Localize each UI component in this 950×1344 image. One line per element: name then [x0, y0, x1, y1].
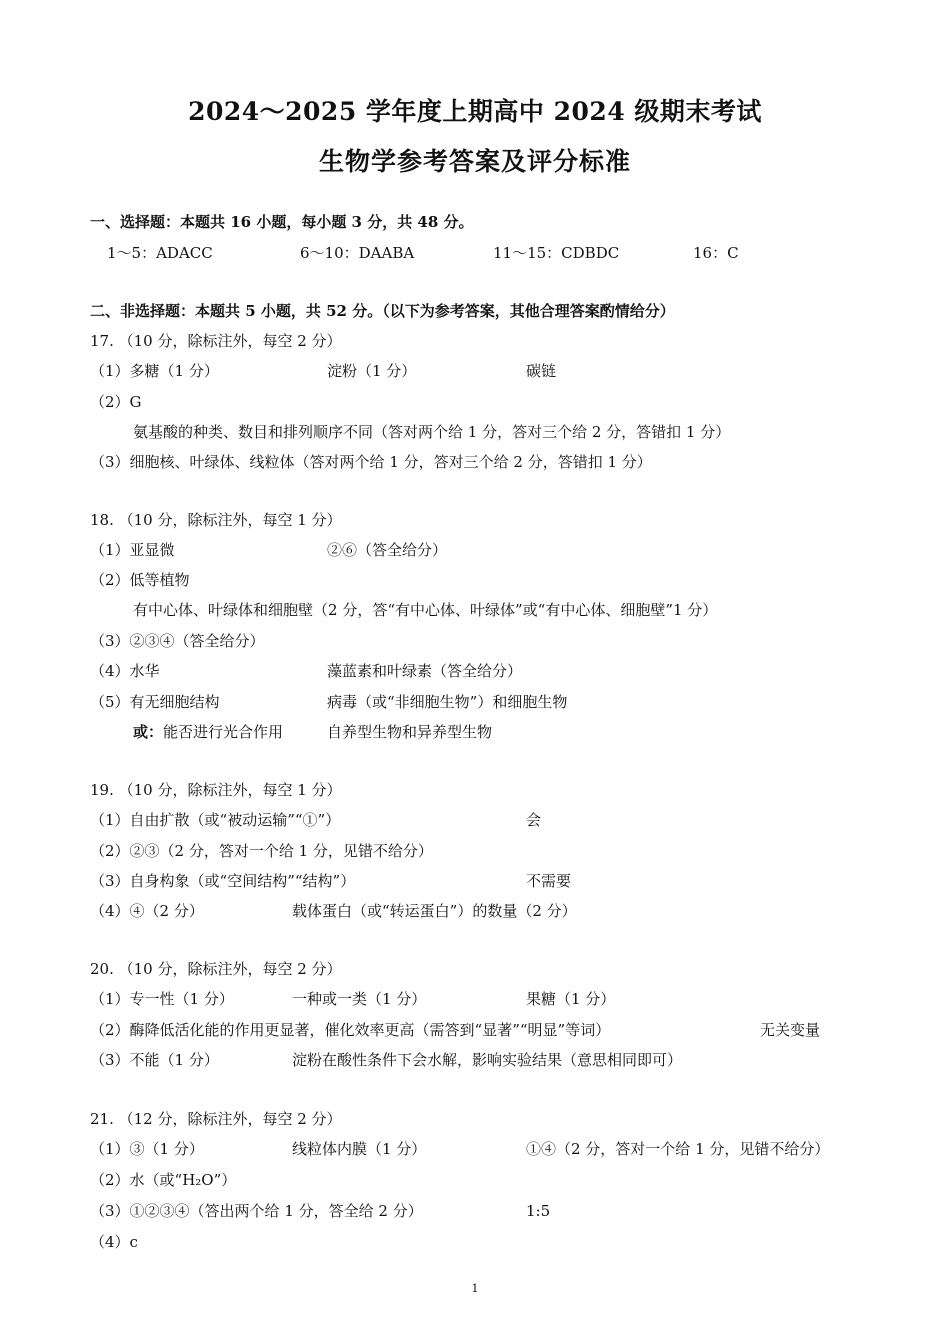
q18-answer: （4）水华 [90, 662, 160, 680]
q18-answer: （1）亚显微 [90, 541, 175, 559]
q18-answer: 藻蓝素和叶绿素（答全给分） [327, 662, 523, 680]
q17-heading: 17. （10 分，除标注外，每空 2 分） [90, 332, 342, 350]
q19-answer: （3）自身构象（或“空间结构”“结构”） [90, 872, 356, 890]
q17-answer: （3）细胞核、叶绿体、线粒体（答对两个给 1 分，答对三个给 2 分，答错扣 1 分） [90, 453, 652, 471]
q20-answer: 淀粉在酸性条件下会水解，影响实验结果（意思相同即可） [292, 1051, 683, 1069]
q19-heading: 19. （10 分，除标注外，每空 1 分） [90, 781, 342, 799]
section1-header: 一、选择题：本题共 16 小题，每小题 3 分，共 48 分。 [90, 213, 474, 231]
q21-heading: 21. （12 分，除标注外，每空 2 分） [90, 1110, 342, 1128]
q19-answer: （2）②③（2 分，答对一个给 1 分，见错不给分） [90, 842, 433, 860]
q17-answer: 氨基酸的种类、数目和排列顺序不同（答对两个给 1 分，答对三个给 2 分，答错扣 1 分） [133, 423, 731, 441]
q19-answer: 载体蛋白（或“转运蛋白”）的数量（2 分） [292, 902, 577, 920]
q18-answer: 病毒（或“非细胞生物”）和细胞生物 [327, 693, 568, 711]
q18-answer: （3）②③④（答全给分） [90, 632, 265, 650]
q21-answer: ①④（2 分，答对一个给 1 分，见错不给分） [526, 1140, 830, 1158]
q18-answer: （2）低等植物 [90, 571, 190, 589]
q20-answer: （3）不能（1 分） [90, 1051, 219, 1069]
q17-answer: （1）多糖（1 分） [90, 362, 219, 380]
q20-heading: 20. （10 分，除标注外，每空 2 分） [90, 960, 342, 978]
q21-answer: （3）①②③④（答出两个给 1 分，答全给 2 分） [90, 1202, 423, 1220]
q21-answer: 1:5 [526, 1202, 551, 1220]
q19-answer: 不需要 [526, 872, 572, 890]
section2-header: 二、非选择题：本题共 5 小题，共 52 分。（以下为参考答案，其他合理答案酌情给分） [90, 302, 675, 320]
alt-answer: 能否进行光合作用 [163, 723, 284, 741]
q20-answer: 一种或一类（1 分） [292, 990, 427, 1008]
answer-group: 11～15：CDBDC [493, 244, 620, 262]
page-subtitle: 生物学参考答案及评分标准 [318, 147, 631, 176]
q20-answer: 无关变量 [760, 1021, 821, 1039]
answer-group: 16：C [693, 244, 739, 262]
q21-answer: 线粒体内膜（1 分） [292, 1140, 427, 1158]
q19-answer: （4）④（2 分） [90, 902, 204, 920]
q17-answer: 碳链 [526, 362, 557, 380]
q18-heading: 18. （10 分，除标注外，每空 1 分） [90, 511, 342, 529]
q19-answer: （1）自由扩散（或“被动运输”“①”） [90, 811, 341, 829]
alt-label: 或： [133, 723, 164, 741]
q18-answer: 有中心体、叶绿体和细胞壁（2 分，答“有中心体、叶绿体”或“有中心体、细胞壁”1 分） [133, 601, 718, 619]
page-title: 2024～2025 学年度上期高中 2024 级期末考试 [188, 97, 762, 126]
q20-answer: （1）专一性（1 分） [90, 990, 234, 1008]
q20-answer: （2）酶降低活化能的作用更显著，催化效率更高（需答到“显著”“明显”等词） [90, 1021, 611, 1039]
q17-answer: （2）G [90, 393, 142, 411]
q18-answer: 自养型生物和异养型生物 [327, 723, 493, 741]
q19-answer: 会 [526, 811, 542, 829]
q17-answer: 淀粉（1 分） [327, 362, 417, 380]
answer-group: 6～10：DAABA [300, 244, 415, 262]
q18-answer: ②⑥（答全给分） [327, 541, 448, 559]
q21-answer: （4）c [90, 1233, 138, 1251]
q21-answer: （1）③（1 分） [90, 1140, 204, 1158]
page-number: 1 [471, 1282, 479, 1295]
q21-answer: （2）水（或“H₂O”） [90, 1171, 237, 1189]
answer-group: 1～5：ADACC [107, 244, 213, 262]
q18-answer [133, 722, 283, 742]
q18-answer: （5）有无细胞结构 [90, 693, 220, 711]
q20-answer: 果糖（1 分） [526, 990, 616, 1008]
